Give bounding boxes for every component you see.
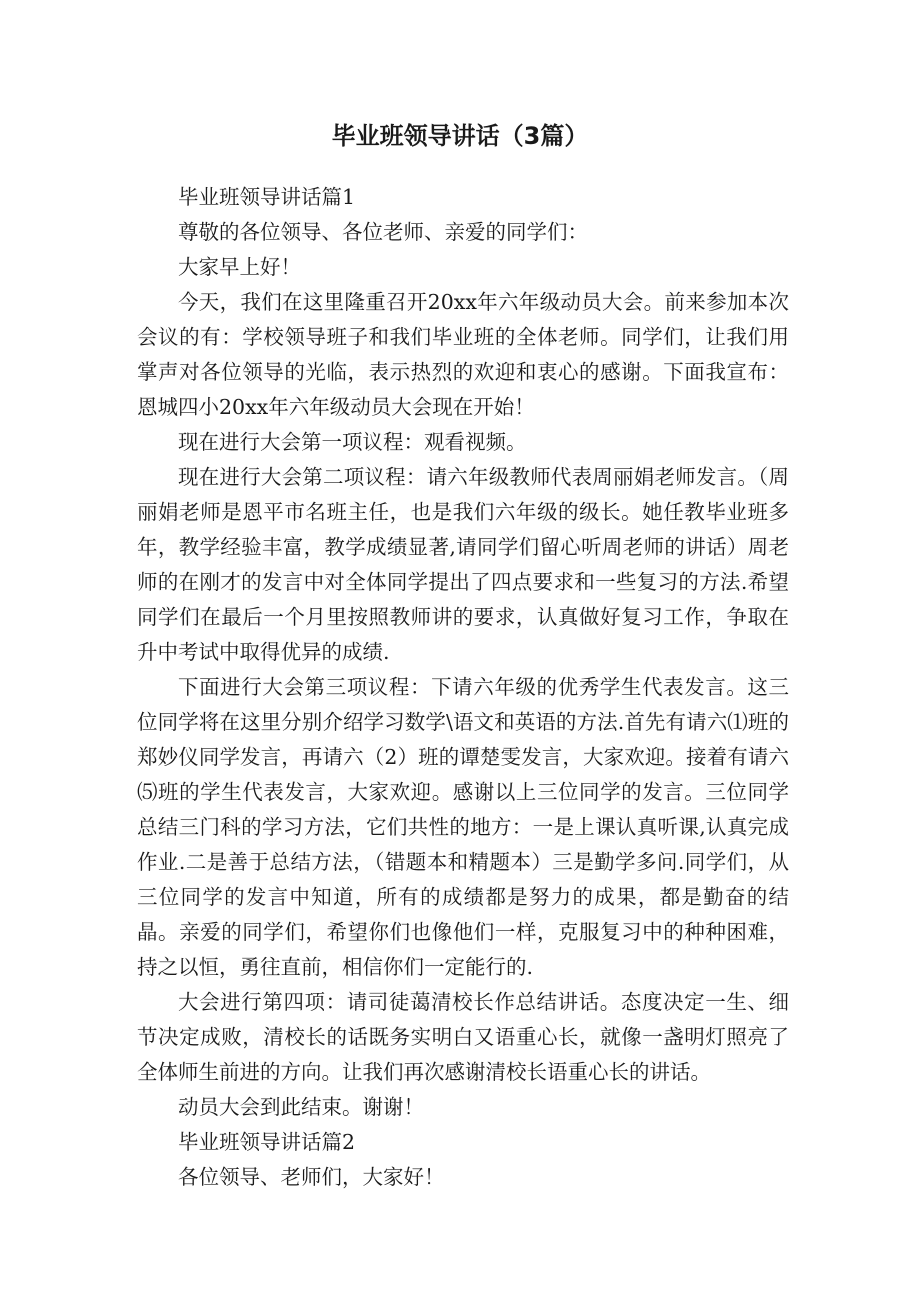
paragraph-agenda-1: 现在进行大会第一项议程：观看视频。	[178, 430, 527, 454]
paragraph-agenda-3: 下面进行大会第三项议程：下请六年级的优秀学生代表发言。这三位同学将在这里分别介绍学习数学\语文和英语的方法.首先有请六⑴班的郑妙仪同学发言，再请六（2）班的谭楚雯发言，大家欢迎。接着有请六⑸班的学生代表发言，大家欢迎。感谢以上三位同学的发言。三位同学总结三门科的学习方法，它们共性的地方：一是上课认真听课,认真完成作业.二是善于总结方法，（错题本和精题本）三是勤学多问.同学们，从三位同学的发言中知道，所有的成绩都是努力的成果，都是勤奋的结晶。亲爱的同学们，希望你们也像他们一样，克服复习中的种种困难，持之以恒，勇往直前，相信你们一定能行的.	[137, 675, 789, 979]
greeting: 大家早上好！	[178, 255, 301, 279]
paragraph-closing: 动员大会到此结束。谢谢！	[178, 1095, 424, 1119]
section-heading-1: 毕业班领导讲话篇1	[178, 185, 356, 209]
paragraph-agenda-4: 大会进行第四项：请司徒蔼清校长作总结讲话。态度决定一生、细节决定成败，清校长的话既务实明白又语重心长，就像一盏明灯照亮了全体师生前进的方向。让我们再次感谢清校长语重心长的讲话。	[137, 990, 789, 1084]
document-title: 毕业班领导讲话（3篇）	[331, 122, 589, 150]
document-body	[137, 180, 789, 1195]
greeting-2: 各位领导、老师们，大家好！	[178, 1165, 445, 1189]
salutation: 尊敬的各位领导、各位老师、亲爱的同学们：	[178, 220, 588, 244]
section-heading-2: 毕业班领导讲话篇2	[178, 1130, 356, 1154]
paragraph-opening: 今天，我们在这里隆重召开20xx年六年级动员大会。前来参加本次会议的有：学校领导班子和我们毕业班的全体老师。同学们，让我们用掌声对各位领导的光临，表示热烈的欢迎和衷心的感谢。下面我宣布：恩城四小20xx年六年级动员大会现在开始！	[137, 290, 789, 419]
paragraph-agenda-2: 现在进行大会第二项议程：请六年级教师代表周丽娟老师发言。（周丽娟老师是恩平市名班主任，也是我们六年级的级长。她任教毕业班多年，教学经验丰富，教学成绩显著,请同学们留心听周老师的讲话）周老师的在刚才的发言中对全体同学提出了四点要求和一些复习的方法.希望同学们在最后一个月里按照教师讲的要求，认真做好复习工作，争取在升中考试中取得优异的成绩.	[137, 465, 789, 664]
